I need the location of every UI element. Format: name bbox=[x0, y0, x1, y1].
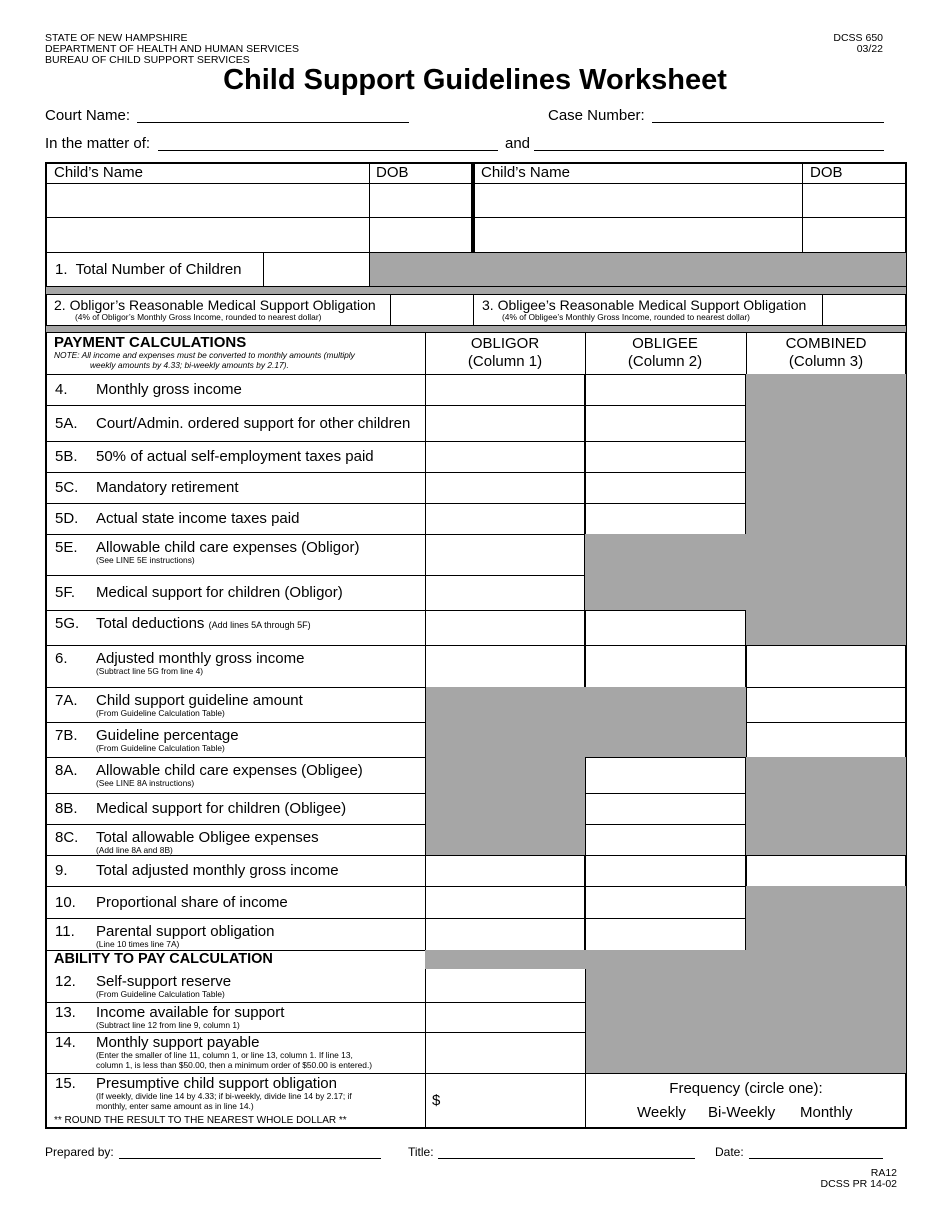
line-5c-text bbox=[96, 479, 416, 496]
round-note: ** ROUND THE RESULT TO THE NEAREST WHOLE DOLLAR ** bbox=[54, 1115, 347, 1126]
line-9-text bbox=[96, 862, 416, 879]
line-5a-rule bbox=[46, 441, 426, 442]
line-8b-col2-input[interactable] bbox=[585, 793, 746, 825]
col1-left-rule bbox=[425, 374, 426, 950]
child-name-input-4[interactable] bbox=[476, 219, 801, 251]
frequency-label: Frequency (circle one): bbox=[669, 1080, 823, 1097]
line-12-num: 12. bbox=[55, 973, 76, 990]
line-4-num: 4. bbox=[55, 381, 68, 398]
line-13-label: Income available for support bbox=[96, 1004, 285, 1021]
line-5e-label: Allowable child care expenses (Obligor) bbox=[96, 539, 360, 556]
child-name-input-1[interactable] bbox=[47, 185, 367, 216]
line-15-num: 15. bbox=[55, 1075, 76, 1092]
line-11-label: Parental support obligation bbox=[96, 923, 275, 940]
line-5a-col2-input[interactable] bbox=[585, 405, 746, 442]
line-5f-col3-shade bbox=[746, 575, 906, 611]
line-4-col2-input[interactable] bbox=[585, 374, 746, 406]
line-9-col3-input[interactable] bbox=[746, 855, 906, 887]
title-label: Title: bbox=[408, 1145, 434, 1159]
line-5e-col2-shade bbox=[585, 534, 746, 576]
line-9-col1-input[interactable] bbox=[425, 855, 585, 887]
line-7a-col2-shade bbox=[585, 687, 746, 723]
line-8b-col3-shade bbox=[746, 793, 906, 825]
line-7b-col1-shade bbox=[425, 722, 585, 758]
line-11-num: 11. bbox=[55, 923, 75, 940]
line-8a-label: Allowable child care expenses (Obligee) bbox=[96, 762, 363, 779]
line-15-note-2: monthly, enter same amount as in line 14.) bbox=[96, 1100, 254, 1111]
line-13-text bbox=[96, 1004, 284, 1031]
line-8c-label: Total allowable Obligee expenses bbox=[96, 829, 319, 846]
line-5d-num: 5D. bbox=[55, 510, 79, 527]
line-5a-text bbox=[96, 415, 416, 432]
line-5a-label: Court/Admin. ordered support for other children bbox=[96, 415, 411, 432]
col1-divider bbox=[425, 332, 426, 374]
line-8a-note: (See LINE 8A instructions) bbox=[96, 778, 195, 788]
line-6-text bbox=[96, 650, 416, 677]
line-8b-num: 8B. bbox=[55, 800, 78, 817]
line-7b-text bbox=[96, 727, 416, 754]
payment-heading: PAYMENT CALCULATIONS bbox=[54, 334, 247, 351]
line-2-note: (4% of Obligor’s Monthly Gross Income, rounded to nearest dollar) bbox=[75, 312, 322, 322]
line-10-num: 10. bbox=[55, 894, 76, 911]
line-5f-rule bbox=[46, 610, 426, 611]
agency-block bbox=[45, 33, 299, 66]
court-name-field[interactable] bbox=[137, 122, 409, 123]
line-8c-num: 8C. bbox=[55, 829, 79, 846]
line-5c-col2-input[interactable] bbox=[585, 472, 746, 504]
line-5c-col1-input[interactable] bbox=[425, 472, 585, 504]
line-8a-col1-shade bbox=[425, 757, 585, 794]
line-5c-col3-shade bbox=[746, 472, 906, 504]
line-5g-num: 5G. bbox=[55, 615, 80, 632]
agency-line-2: DEPARTMENT OF HEALTH AND HUMAN SERVICES bbox=[45, 43, 299, 55]
footer-code-1: RA12 bbox=[870, 1167, 897, 1179]
line-12-input[interactable] bbox=[427, 971, 584, 1001]
line-7a-label: Child support guideline amount bbox=[96, 692, 303, 709]
page-title: Child Support Guidelines Worksheet bbox=[223, 64, 727, 96]
line-5b-text bbox=[96, 448, 416, 465]
line-8c-col3-shade bbox=[746, 824, 906, 856]
line-5c-label: Mandatory retirement bbox=[96, 479, 239, 496]
line-8a-col3-shade bbox=[746, 757, 906, 794]
line-3-block bbox=[482, 297, 806, 323]
line-5e-col3-shade bbox=[746, 534, 906, 576]
line-10-text bbox=[96, 894, 416, 911]
column-3-header: COMBINED (Column 3) bbox=[785, 335, 867, 370]
line-5g-text bbox=[96, 615, 416, 632]
line-5f-num: 5F. bbox=[55, 584, 76, 601]
case-number-label: Case Number: bbox=[548, 107, 645, 124]
form-number: DCSS 650 bbox=[833, 32, 883, 44]
line-9-col2-input[interactable] bbox=[585, 855, 746, 887]
line-5b-num: 5B. bbox=[55, 448, 78, 465]
line-7b-col2-shade bbox=[585, 722, 746, 758]
line-14-text bbox=[96, 1034, 372, 1070]
matter-label: In the matter of: bbox=[45, 135, 151, 152]
col2-divider bbox=[585, 332, 586, 374]
line-5b-col1-input[interactable] bbox=[425, 441, 585, 473]
line-5a-col3-shade bbox=[746, 405, 906, 442]
line-9-rule bbox=[46, 886, 426, 887]
ability-heading: ABILITY TO PAY CALCULATION bbox=[54, 951, 273, 967]
line-14-input[interactable] bbox=[427, 1034, 584, 1072]
frequency-weekly[interactable]: Weekly bbox=[637, 1104, 686, 1121]
line-5d-text bbox=[96, 510, 416, 527]
line-12-note: (From Guideline Calculation Table) bbox=[96, 989, 225, 999]
line-10-rule bbox=[46, 918, 426, 919]
child-dob-input-3[interactable] bbox=[371, 219, 470, 251]
line-6-col1-input[interactable] bbox=[425, 645, 585, 688]
line-10-label: Proportional share of income bbox=[96, 894, 288, 911]
matter-field-1[interactable] bbox=[158, 150, 498, 151]
line-11-text bbox=[96, 923, 416, 950]
line-5e-text bbox=[96, 539, 416, 566]
line-2-label: Obligor’s Reasonable Medical Support Obligation bbox=[69, 297, 376, 313]
matter-field-2[interactable] bbox=[534, 150, 884, 151]
line-9-label: Total adjusted monthly gross income bbox=[96, 862, 339, 879]
line-7a-note: (From Guideline Calculation Table) bbox=[96, 708, 225, 718]
line-5g-rule bbox=[46, 645, 426, 646]
line-14-label: Monthly support payable bbox=[96, 1034, 260, 1051]
dollar-sign: $ bbox=[432, 1092, 441, 1109]
payment-heading-block bbox=[54, 335, 424, 370]
prepared-by-field[interactable] bbox=[119, 1158, 381, 1159]
dob-header-right: DOB bbox=[810, 164, 843, 181]
line-11-col3-shade bbox=[746, 918, 906, 951]
line-14-note-2: column 1, is less than $50.00, then a minimum order of $50.00 is entered.) bbox=[96, 1059, 373, 1070]
line-5e-col1-input[interactable] bbox=[425, 534, 585, 576]
line-10-col2-input[interactable] bbox=[585, 886, 746, 919]
line-5d-col2-input[interactable] bbox=[585, 503, 746, 535]
date-label: Date: bbox=[715, 1145, 744, 1159]
line-4-label: Monthly gross income bbox=[96, 381, 242, 398]
line-8c-note: (Add line 8A and 8B) bbox=[96, 845, 173, 855]
line-4-col3-shade bbox=[746, 374, 906, 406]
frequency-monthly[interactable]: Monthly bbox=[800, 1104, 853, 1121]
payment-note-1: NOTE: All income and expenses must be converted to monthly amounts (multiply bbox=[54, 350, 355, 360]
line-14-note-1: (Enter the smaller of line 11, column 1, or line 13, column 1. If line 13, bbox=[96, 1050, 353, 1060]
line-6-col2-input[interactable] bbox=[585, 645, 746, 688]
line-1-label: 1. Total Number of Children bbox=[55, 261, 242, 278]
line-10-col1-input[interactable] bbox=[425, 886, 585, 919]
line-3-note: (4% of Obligee’s Monthly Gross Income, rounded to nearest dollar) bbox=[502, 312, 750, 322]
line-12-label: Self-support reserve bbox=[96, 973, 232, 990]
line-15-label: Presumptive child support obligation bbox=[96, 1075, 337, 1092]
line-5f-col2-shade bbox=[585, 575, 746, 611]
child-name-input-3[interactable] bbox=[47, 219, 367, 251]
child-name-input-2[interactable] bbox=[476, 185, 801, 216]
agency-line-1: STATE OF NEW HAMPSHIRE bbox=[45, 32, 188, 44]
line-5f-label: Medical support for children (Obligor) bbox=[96, 584, 343, 601]
line-6-rule bbox=[46, 687, 426, 688]
line-8b-label: Medical support for children (Obligee) bbox=[96, 800, 347, 817]
line-10-col3-shade bbox=[746, 886, 906, 919]
and-label: and bbox=[505, 135, 531, 152]
line-5f-text bbox=[96, 584, 416, 601]
line-5b-col3-shade bbox=[746, 441, 906, 473]
line-8c-col1-shade bbox=[425, 824, 585, 856]
line-5c-rule bbox=[46, 503, 426, 504]
column-1-header: OBLIGOR (Column 1) bbox=[467, 335, 543, 370]
line-2-input[interactable] bbox=[392, 296, 472, 324]
case-number-field[interactable] bbox=[652, 122, 884, 123]
line-8c-text bbox=[96, 829, 416, 856]
child-dob-input-4[interactable] bbox=[804, 219, 905, 251]
date-field[interactable] bbox=[749, 1158, 883, 1159]
line-5g-col3-shade bbox=[746, 610, 906, 646]
line-5d-rule bbox=[46, 534, 426, 535]
ability-heading-shade bbox=[425, 950, 906, 969]
line-7b-col3-input[interactable] bbox=[746, 722, 906, 758]
line-13-num: 13. bbox=[55, 1004, 76, 1021]
line-5a-num: 5A. bbox=[55, 415, 78, 432]
line-5a-col1-input[interactable] bbox=[425, 405, 585, 442]
footer-codes bbox=[821, 1168, 897, 1190]
line-5d-label: Actual state income taxes paid bbox=[96, 510, 300, 527]
line-5g-label: Total deductions (Add lines 5A through 5F) bbox=[96, 615, 311, 632]
line-7a-rule bbox=[46, 722, 426, 723]
title-field[interactable] bbox=[438, 1158, 695, 1159]
line-5d-col1-input[interactable] bbox=[425, 503, 585, 535]
line-7b-note: (From Guideline Calculation Table) bbox=[96, 743, 225, 753]
line-5g-col1-input[interactable] bbox=[425, 610, 585, 646]
prepared-by-label: Prepared by: bbox=[45, 1145, 114, 1159]
line-7a-text bbox=[96, 692, 416, 719]
line-15-text bbox=[96, 1075, 352, 1111]
line-6-num: 6. bbox=[55, 650, 68, 667]
line-15-note-1: (If weekly, divide line 14 by 4.33; if bi-weekly, divide line 14 by 2.17; if bbox=[96, 1091, 352, 1101]
footer-code-2: DCSS PR 14-02 bbox=[820, 1178, 897, 1190]
payment-note-2: weekly amounts by 4.33; bi-weekly amounts by 2.17). bbox=[90, 359, 289, 370]
ability-shade bbox=[586, 969, 906, 1073]
line-5g-col2-input[interactable] bbox=[585, 610, 746, 646]
line-2-block bbox=[54, 297, 376, 323]
child-name-header-left: Child’s Name bbox=[54, 164, 143, 181]
line-8b-col1-shade bbox=[425, 793, 585, 825]
column-2-header: OBLIGEE (Column 2) bbox=[627, 335, 703, 370]
agency-line-3: BUREAU OF CHILD SUPPORT SERVICES bbox=[45, 54, 250, 66]
line-7b-rule bbox=[46, 757, 426, 758]
line-8c-rule bbox=[46, 855, 426, 856]
line-8a-text bbox=[96, 762, 416, 789]
line-3-input[interactable] bbox=[824, 296, 905, 324]
line-15-input[interactable] bbox=[445, 1080, 583, 1125]
child-dob-input-2[interactable] bbox=[804, 185, 905, 216]
line-6-col3-input[interactable] bbox=[746, 645, 906, 688]
line-11-col1-input[interactable] bbox=[425, 918, 585, 951]
line-3-label: Obligee’s Reasonable Medical Support Obligation bbox=[497, 297, 807, 313]
line-11-note: (Line 10 times line 7A) bbox=[96, 939, 180, 949]
line-7a-col3-input[interactable] bbox=[746, 687, 906, 723]
line-6-note: (Subtract line 5G from line 4) bbox=[96, 666, 204, 676]
line-8a-rule bbox=[46, 793, 426, 794]
line-11-col2-input[interactable] bbox=[585, 918, 746, 951]
line-8b-text bbox=[96, 800, 416, 817]
line-13-note: (Subtract line 12 from line 9, column 1) bbox=[96, 1020, 240, 1030]
total-children-input[interactable] bbox=[265, 254, 368, 285]
line-13-input[interactable] bbox=[427, 1004, 584, 1031]
line-4-col1-input[interactable] bbox=[425, 374, 585, 406]
line-5g-note: (Add lines 5A through 5F) bbox=[208, 620, 311, 630]
line-5e-num: 5E. bbox=[55, 539, 78, 556]
line-5c-num: 5C. bbox=[55, 479, 79, 496]
child-name-header-right: Child’s Name bbox=[481, 164, 570, 181]
line-7a-col1-shade bbox=[425, 687, 585, 723]
col3-divider bbox=[746, 332, 747, 374]
line-5d-col3-shade bbox=[746, 503, 906, 535]
line-6-label: Adjusted monthly gross income bbox=[96, 650, 305, 667]
separator-band bbox=[46, 287, 906, 294]
line-5b-label: 50% of actual self-employment taxes paid bbox=[96, 448, 374, 465]
line-5b-rule bbox=[46, 472, 426, 473]
line-7b-label: Guideline percentage bbox=[96, 727, 239, 744]
line-8a-num: 8A. bbox=[55, 762, 78, 779]
line-5b-col2-input[interactable] bbox=[585, 441, 746, 473]
form-id-block bbox=[833, 33, 883, 55]
line-4-text bbox=[96, 381, 416, 398]
dob-header-left: DOB bbox=[376, 164, 409, 181]
line-8c-col2-input[interactable] bbox=[585, 824, 746, 856]
shaded-area bbox=[370, 253, 906, 286]
line-9-num: 9. bbox=[55, 862, 68, 879]
line-2-num: 2. bbox=[54, 297, 66, 313]
line-8a-col2-input[interactable] bbox=[585, 757, 746, 794]
line-3-num: 3. bbox=[482, 297, 494, 313]
line-14-num: 14. bbox=[55, 1034, 76, 1051]
line-5e-note: (See LINE 5E instructions) bbox=[96, 555, 195, 565]
line-12-text bbox=[96, 973, 231, 1000]
line-4-rule bbox=[46, 405, 426, 406]
court-name-label: Court Name: bbox=[45, 107, 131, 124]
line-5e-rule bbox=[46, 575, 426, 576]
form-date: 03/22 bbox=[856, 43, 883, 55]
child-dob-input-1[interactable] bbox=[371, 185, 470, 216]
line-7a-num: 7A. bbox=[55, 692, 78, 709]
line-8b-rule bbox=[46, 824, 426, 825]
line-7b-num: 7B. bbox=[55, 727, 78, 744]
line-5f-col1-input[interactable] bbox=[425, 575, 585, 611]
frequency-biweekly[interactable]: Bi-Weekly bbox=[708, 1104, 776, 1121]
